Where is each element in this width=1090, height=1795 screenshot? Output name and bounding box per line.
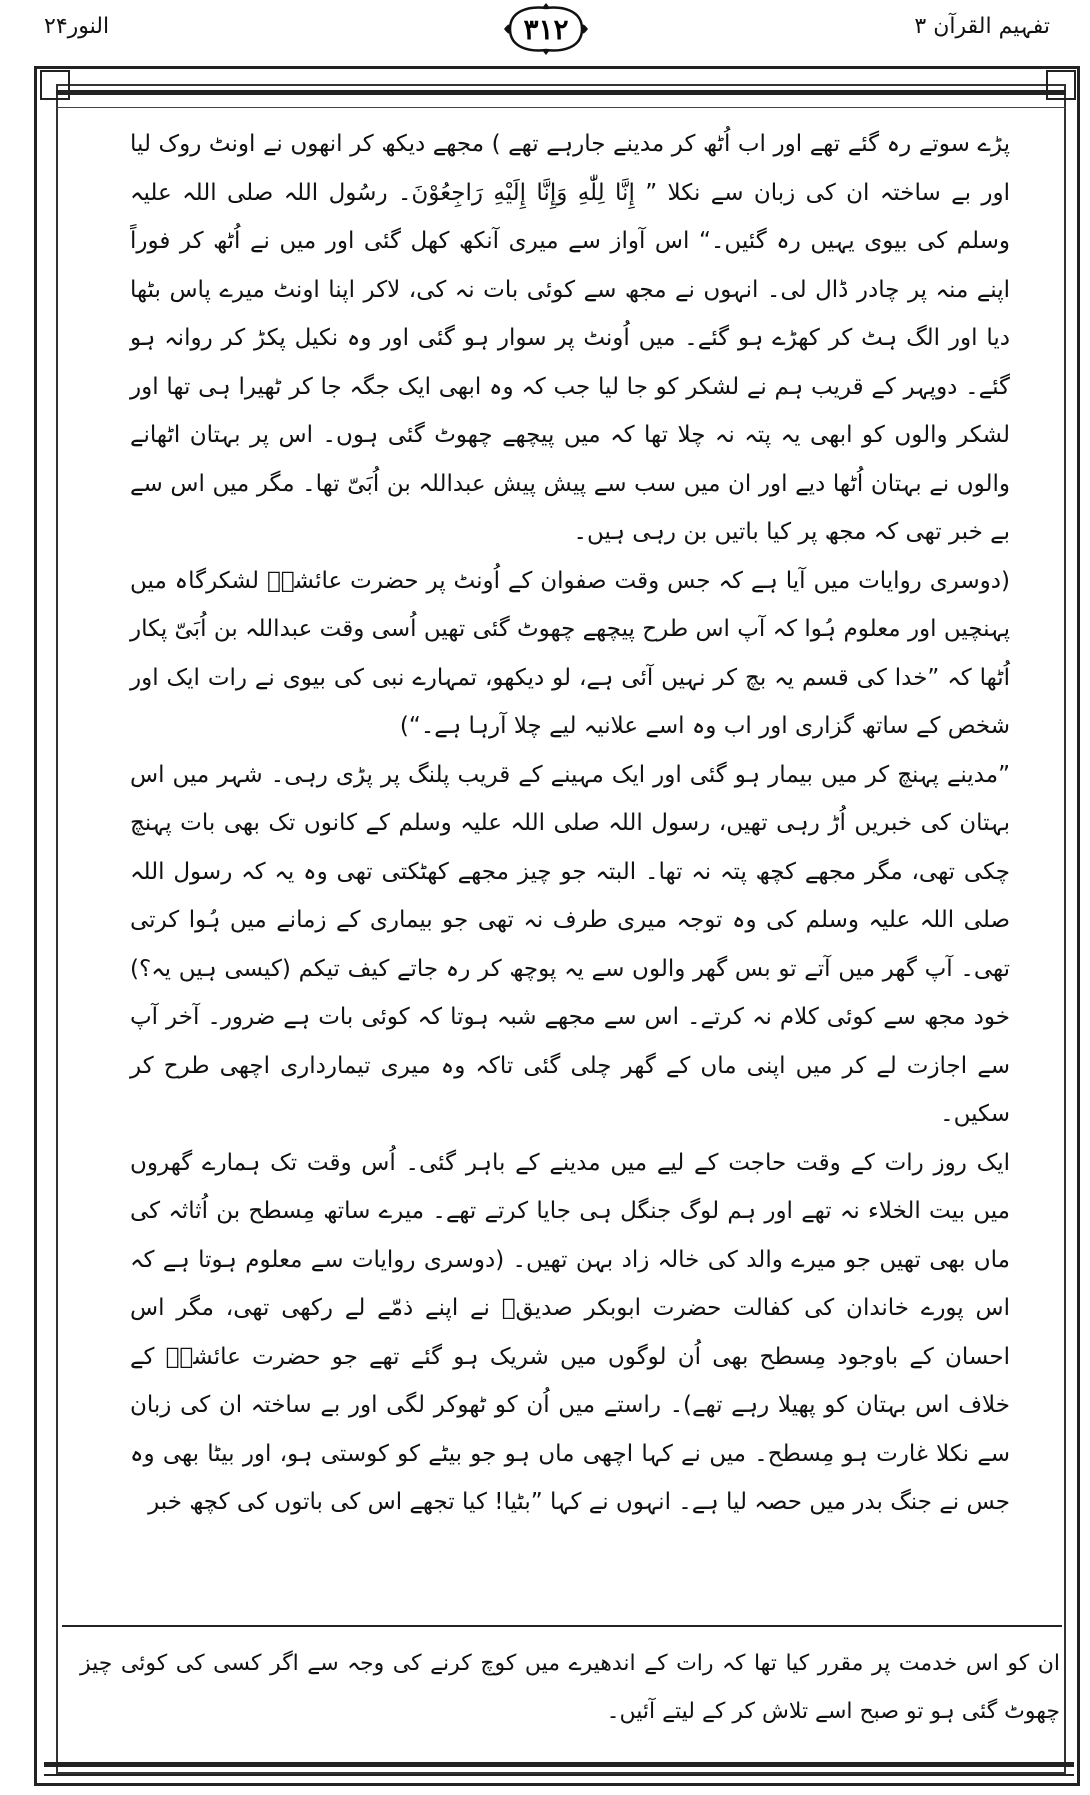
page-number-ornament [500,2,592,56]
main-text [130,120,1010,1527]
header-book-title: تفہیم القرآن ۳ [914,14,1050,39]
paragraph: ایک روز رات کے وقت حاجت کے لیے میں مدینے کے باہر گئی۔ اُس وقت تک ہمارے گھروں میں بیت الخلاء نہ تھے اور ہم لوگ جنگل ہی جایا کرتے تھے۔ میرے ساتھ مِسطح بن اُثاثہ کی ماں بھی تھیں جو میرے والد کی خالہ زاد بہن تھیں۔ (دوسری روایات سے معلوم ہوتا ہے کہ اس پورے خاندان کی کفالت حضرت ابوبکر صدیقؓ نے اپنے ذمّے لے رکھی تھی، مگر اس احسان کے باوجود مِسطح بھی اُن لوگوں میں شریک ہو گئے تھے جو حضرت عائشہؓ کے خلاف اس بہتان کو پھیلا رہے تھے)۔ راستے میں اُن کو ٹھوکر لگی اور بے ساختہ ان کی زبان سے نکلا غارت ہو مِسطح۔ میں نے کہا اچھی ماں ہو جو بیٹے کو کوستی ہو، اور بیٹا بھی وہ جس نے جنگ بدر میں حصہ لیا ہے۔ انہوں نے کہا ”بٹیا! کیا تجھے اس کی باتوں کی کچھ خبر [130,1149,1010,1515]
corner-ornament [40,70,70,100]
header-surah: النور۲۴ [44,14,110,39]
footnote [80,1640,1060,1736]
corner-ornament [1046,70,1076,100]
footnote-separator [62,1625,1062,1627]
page-border-top-bar [56,90,1066,108]
paragraph: (دوسری روایات میں آیا ہے کہ جس وقت صفوان کے اُونٹ پر حضرت عائشہؓ لشکرگاہ میں پہنچیں اور معلوم ہُوا کہ آپ اس طرح پیچھے چھوٹ گئی تھیں اُسی وقت عبداللہ بن اُبَیّ پکار اُٹھا کہ ”خدا کی قسم یہ بچ کر نہیں آئی ہے، لو دیکھو، تمہارے نبی کی بیوی نے رات ایک اور شخص کے ساتھ گزاری اور اب وہ اسے علانیہ لیے چلا آرہا ہے۔“) [130,567,1010,739]
page-border-bottom [44,1762,1074,1776]
paragraph: پڑے سوتے رہ گئے تھے اور اب اُٹھ کر مدینے جارہے تھے ) مجھے دیکھ کر انھوں نے اونٹ روک لیا اور بے ساختہ ان کی زبان سے نکلا ” إِنَّا لِلّٰهِ وَإِنَّا إِلَيْهِ رَاجِعُوْنَ۔ رسُول اللہ صلی اللہ علیہ وسلم کی بیوی یہیں رہ گئیں۔“ اس آواز سے میری آنکھ کھل گئی اور میں نے اُٹھ کر فوراً اپنے منہ پر چادر ڈال لی۔ انہوں نے مجھ سے کوئی بات نہ کی، لاکر اپنا اونٹ میرے پاس بٹھا دیا اور الگ ہٹ کر کھڑے ہو گئے۔ میں اُونٹ پر سوار ہو گئی اور وہ نکیل پکڑ کر روانہ ہو گئے۔ دوپہر کے قریب ہم نے لشکر کو جا لیا جب کہ وہ ابھی ایک جگہ جا کر ٹھیرا ہی تھا اور لشکر والوں کو ابھی یہ پتہ نہ چلا تھا کہ میں پیچھے چھوٹ گئی ہوں۔ اس پر بہتان اٹھانے والوں نے بہتان اُٹھا دیے اور ان میں سب سے پیش پیش عبداللہ بن اُبَیّ تھا۔ مگر میں اس سے بے خبر تھی کہ مجھ پر کیا باتیں بن رہی ہیں۔ [130,131,1010,545]
page-number: ۳۱۲ [523,13,569,46]
footnote-text: ان کو اس خدمت پر مقرر کیا تھا کہ رات کے اندھیرے میں کوچ کرنے کی وجہ سے اگر کسی کی کوئی چیز چھوٹ گئی ہو تو صبح اسے تلاش کر کے لیتے آئیں۔ [80,1651,1060,1724]
paragraph: ”مدینے پہنچ کر میں بیمار ہو گئی اور ایک مہینے کے قریب پلنگ پر پڑی رہی۔ شہر میں اس بہتان کی خبریں اُڑ رہی تھیں، رسول اللہ صلی اللہ علیہ وسلم کے کانوں تک بھی بات پہنچ چکی تھی، مگر مجھے کچھ پتہ نہ تھا۔ البتہ جو چیز مجھے کھٹکتی تھی وہ یہ کہ رسول اللہ صلی اللہ علیہ وسلم کی وہ توجہ میری طرف نہ تھی جو بیماری کے زمانے میں ہُوا کرتی تھی۔ آپ گھر میں آتے تو بس گھر والوں سے یہ پوچھ کر رہ جاتے کیف تیکم (کیسی ہیں یہ؟) خود مجھ سے کوئی کلام نہ کرتے۔ اس سے مجھے شبہ ہوتا کہ کوئی بات ہے ضرور۔ آخر آپ سے اجازت لے کر میں اپنی ماں کے گھر چلی گئی تاکہ وہ میری تیمارداری اچھی طرح کر سکیں۔ [130,761,1010,1127]
